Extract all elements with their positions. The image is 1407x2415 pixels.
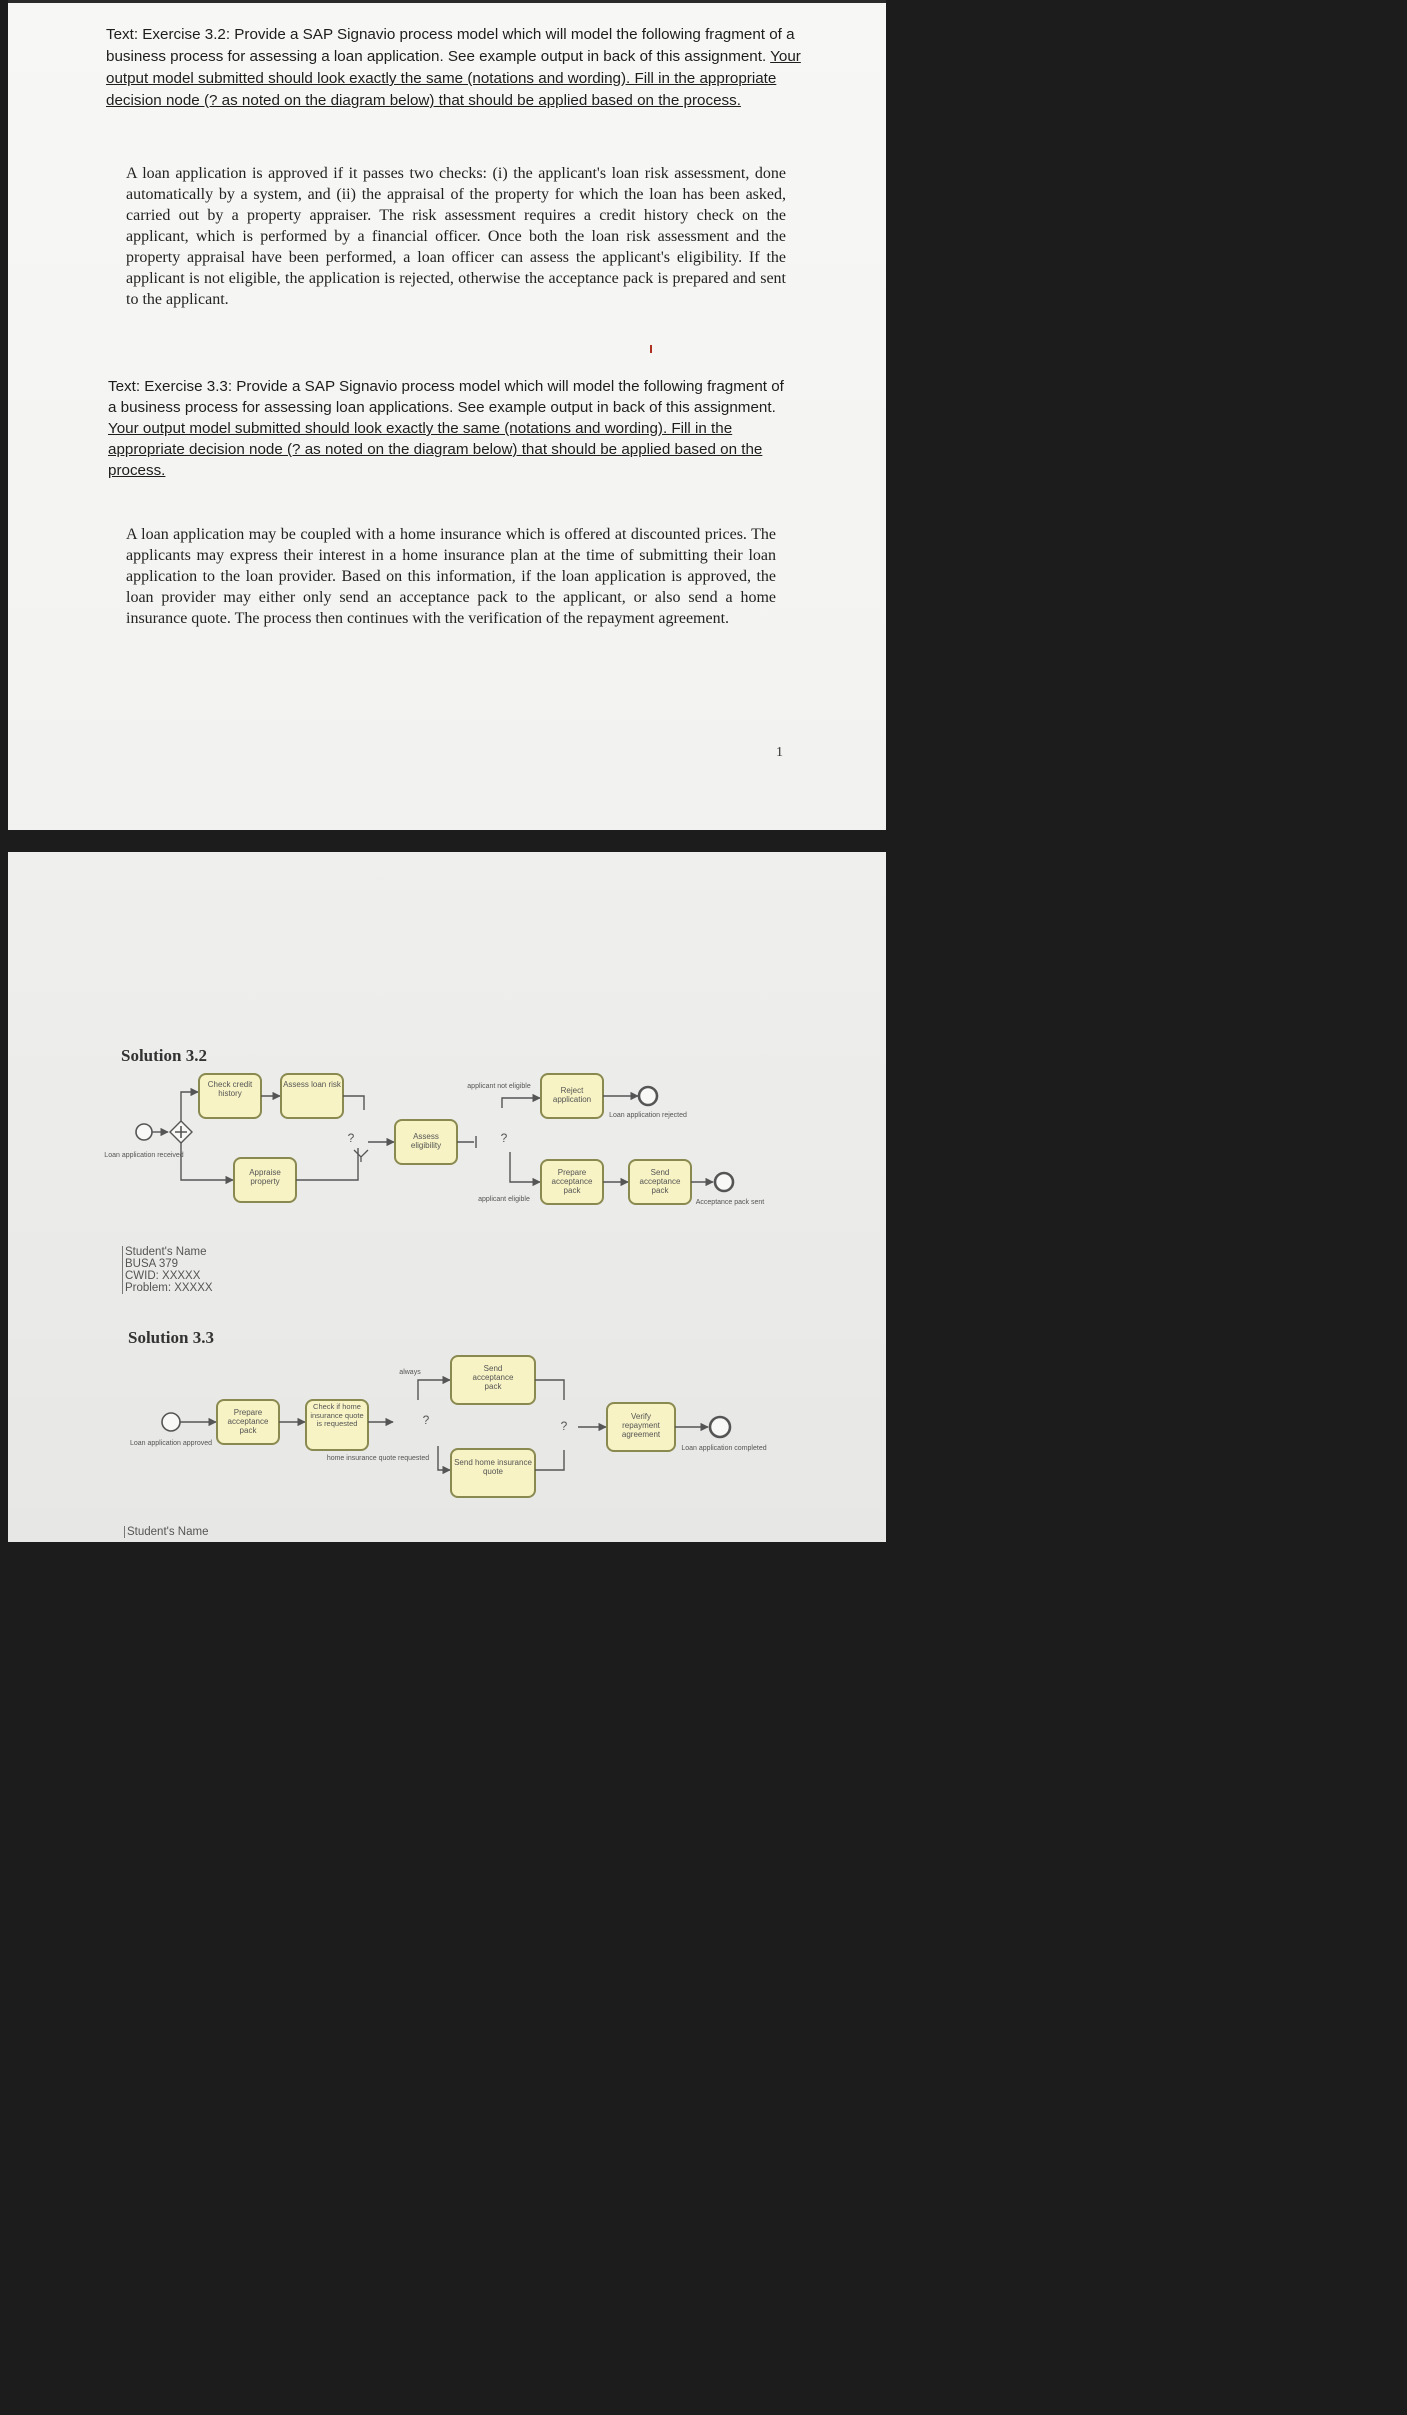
sequence-flow <box>535 1380 564 1400</box>
student-name-line: Student's Name <box>125 1246 207 1258</box>
label-appraise-property: Appraise property <box>249 1168 281 1186</box>
label-prepare-acceptance-pack: Prepare acceptance pack <box>551 1168 593 1195</box>
label-reject-application: Reject application <box>552 1086 592 1104</box>
end-event-completed-label: Loan application completed <box>681 1445 767 1452</box>
exercise-3-3-requirement: Your output model submitted should look exactly the same (notations and wording). Fill in the appropriate decision node (? as noted on the diagram below) that should be applied based on the process. <box>108 420 763 479</box>
label-assess-eligibility: Assess eligibility <box>410 1132 442 1150</box>
sequence-flow <box>181 1143 233 1180</box>
stray-mark <box>650 345 652 353</box>
start-event <box>162 1413 180 1431</box>
decision-marker-join: ? <box>560 1419 568 1433</box>
label-assess-loan-risk: Assess loan risk <box>283 1080 341 1089</box>
end-event-rejected-label: Loan application rejected <box>609 1112 687 1119</box>
label-send-home-insurance-quote: Send home insurance quote <box>454 1458 532 1476</box>
label-send-acceptance-pack-3-3: Send acceptance pack <box>472 1364 514 1391</box>
exercise-3-3-lead: Text: Exercise 3.3: Provide a SAP Signavio process model which will model the following fragment of a business process for assessing loan applications. See example output in back of this assignment. <box>108 378 784 416</box>
label-prepare-acceptance-pack-3-3: Prepare acceptance pack <box>227 1408 269 1435</box>
sequence-flow <box>181 1092 198 1121</box>
page-number: 1 <box>776 745 783 760</box>
sequence-flow <box>502 1098 540 1108</box>
decision-marker-join: ? <box>347 1131 355 1145</box>
sequence-flow <box>343 1096 364 1110</box>
exercise-3-3-instructions <box>108 376 788 481</box>
start-event-label: Loan application received <box>104 1152 184 1159</box>
end-event-rejected <box>639 1087 657 1105</box>
cwid-line: CWID: XXXXX <box>125 1270 201 1282</box>
end-event-sent <box>715 1173 733 1191</box>
decision-marker-split: ? <box>422 1413 430 1427</box>
decision-marker-split: ? <box>500 1131 508 1145</box>
assignment-page <box>8 0 886 830</box>
student-name-partial: Student's Name <box>124 1526 208 1538</box>
sequence-flow <box>535 1450 564 1470</box>
end-event-completed <box>710 1417 730 1437</box>
condition-always: always <box>399 1369 421 1376</box>
exercise-3-3-process-description: A loan application may be coupled with a home insurance which is offered at discounted prices. The applicants may express their interest in a home insurance plan at the time of submitting their loan application to the loan provider. Based on this information, if the loan application is approved, the loan provider may either only send an acceptance pack to the applicant, or also send a home insurance quote. The process then continues with the verification of the repayment agreement. <box>126 526 776 627</box>
exercise-3-2-requirement: Your output model submitted should look exactly the same (notations and wording). Fill in the appropriate decision node (? as noted on the diagram below) that should be applied based on the process. <box>106 48 801 109</box>
sequence-flow <box>296 1148 358 1180</box>
sequence-flow <box>418 1380 450 1400</box>
exercise-3-2-instructions <box>106 24 806 112</box>
problem-line: Problem: XXXXX <box>125 1282 213 1294</box>
bpmn-diagrams <box>8 852 886 1542</box>
page-top-edge <box>8 0 886 3</box>
condition-requested: home insurance quote requested <box>326 1455 430 1462</box>
exercise-3-2-lead: Text: Exercise 3.2: Provide a SAP Signavio process model which will model the following fragment of a business process for assessing a loan application. See example output in back of this assignment. <box>106 26 795 65</box>
sequence-flow <box>510 1152 540 1182</box>
condition-eligible: applicant eligible <box>478 1196 530 1203</box>
solution-3-2-title: Solution 3.2 <box>121 1046 207 1065</box>
end-event-sent-label: Acceptance pack sent <box>695 1199 765 1206</box>
label-check-home-insurance: Check if home insurance quote is requested <box>310 1402 364 1428</box>
exercise-3-2-process-description: A loan application is approved if it passes two checks: (i) the applicant's loan risk assessment, done automatically by a system, and (ii) the appraisal of the property for which the loan has been asked, carried out by a property appraiser. The risk assessment requires a credit history check on the applicant, which is performed by a financial officer. Once both the loan risk assessment and the property appraisal have been performed, a loan officer can assess the applicant's eligibility. If the applicant is not eligible, the application is rejected, otherwise the acceptance pack is prepared and sent to the applicant. <box>126 165 786 308</box>
course-line: BUSA 379 <box>125 1258 179 1270</box>
start-event <box>136 1124 152 1140</box>
start-event-label: Loan application approved <box>129 1440 213 1447</box>
label-verify-repayment-agreement: Verify repayment agreement <box>621 1412 661 1439</box>
solution-3-3-title: Solution 3.3 <box>128 1328 214 1347</box>
condition-not-eligible: applicant not eligible <box>467 1083 531 1090</box>
solutions-page <box>8 852 886 1542</box>
join-connector <box>354 1150 368 1162</box>
label-send-acceptance-pack: Send acceptance pack <box>639 1168 681 1195</box>
sequence-flow <box>438 1446 450 1470</box>
label-check-credit-history: Check credit history <box>207 1080 253 1098</box>
